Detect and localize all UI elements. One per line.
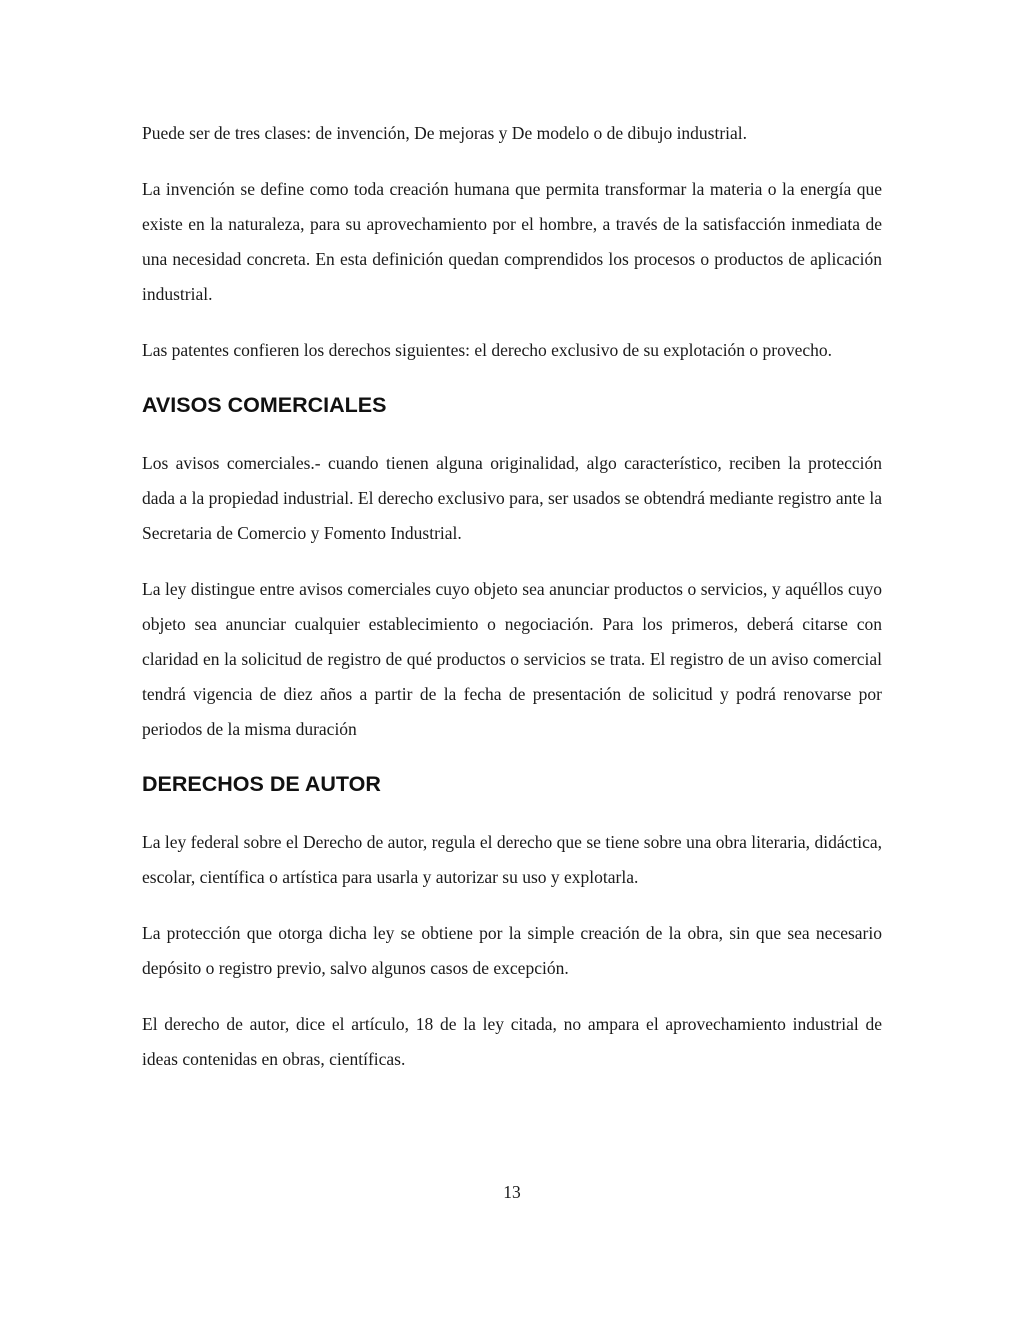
paragraph-article-18: El derecho de autor, dice el artículo, 18 de la ley citada, no ampara el aprovechamiento industrial de ideas contenidas en obras, científicas.	[142, 1014, 882, 1069]
page-number: 13	[503, 1182, 521, 1202]
heading-derechos-de-autor: DERECHOS DE AUTOR	[142, 772, 381, 796]
paragraph-protection: La protección que otorga dicha ley se obtiene por la simple creación de la obra, sin que sea necesario depósito o registro previo, salvo algunos casos de excepción.	[142, 923, 882, 978]
paragraph-avisos-law: La ley distingue entre avisos comerciales cuyo objeto sea anunciar productos o servicios, y aquéllos cuyo objeto sea anunciar cualquier establecimiento o negociación. Para los primeros, deberá citarse con claridad en la solicitud de registro de qué productos o servicios se trata. El registro de un aviso comercial tendrá vigencia de diez años a partir de la fecha de presentación de solicitud y podrá renovarse por periodos de la misma duración	[142, 579, 882, 739]
heading-avisos-comerciales: AVISOS COMERCIALES	[142, 393, 387, 417]
paragraph-invention-definition: La invención se define como toda creación humana que permita transformar la materia o la energía que existe en la naturaleza, para su aprovechamiento por el hombre, a través de la satisfacción inmediata de una necesidad concreta. En esta definición quedan comprendidos los procesos o productos de aplicación industrial.	[142, 179, 882, 304]
paragraph-federal-law: La ley federal sobre el Derecho de autor, regula el derecho que se tiene sobre una obra literaria, didáctica, escolar, científica o artística para usarla y autorizar su uso y explotarla.	[142, 832, 882, 887]
page-body	[142, 116, 882, 1098]
paragraph-patent-classes: Puede ser de tres clases: de invención, De mejoras y De modelo o de dibujo industrial.	[142, 123, 748, 143]
paragraph-patent-rights: Las patentes confieren los derechos siguientes: el derecho exclusivo de su explotación o provecho.	[142, 340, 833, 360]
paragraph-avisos-originality: Los avisos comerciales.- cuando tienen alguna originalidad, algo característico, reciben la protección dada a la propiedad industrial. El derecho exclusivo para, ser usados se obtendrá mediante registro ante la Secretaria de Comercio y Fomento Industrial.	[142, 453, 882, 543]
